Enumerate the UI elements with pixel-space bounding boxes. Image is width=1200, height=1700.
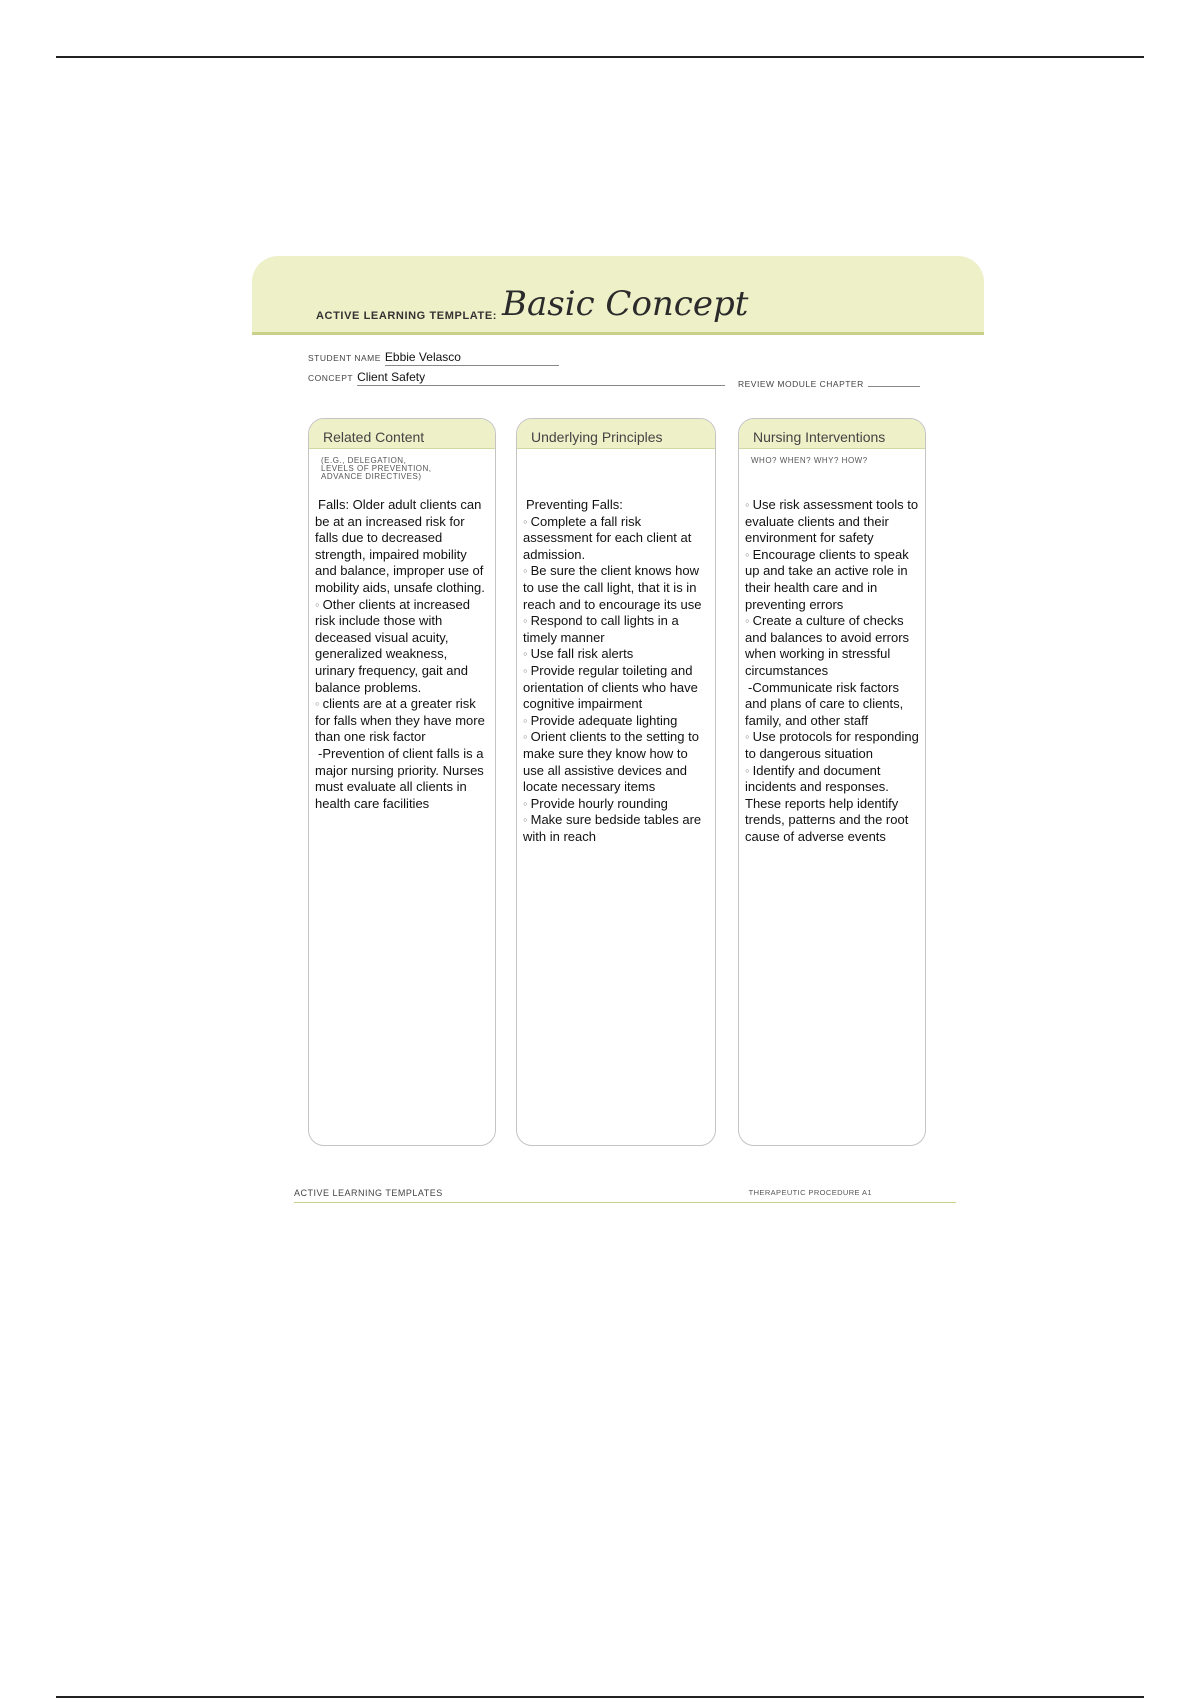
review-module-field xyxy=(738,376,920,390)
concept-label: CONCEPT xyxy=(308,373,354,383)
panel-nursing-interventions xyxy=(738,418,926,1146)
panel-title: Nursing Interventions xyxy=(739,419,925,449)
concept-field xyxy=(308,370,725,386)
template-title: Basic Concept xyxy=(502,284,749,324)
content-line: ◦ Be sure the client knows how to use the call light, that it is in reach and to encourage its use xyxy=(523,563,702,612)
panel-subtitle xyxy=(751,457,868,465)
panel-body xyxy=(745,497,919,845)
student-name-field xyxy=(308,350,559,366)
content-line: ◦ Provide hourly rounding xyxy=(523,795,668,811)
panel-body xyxy=(315,497,489,812)
content-line: ◦ Complete a fall risk assessment for each client at admission. xyxy=(523,513,692,562)
concept-value: Client Safety xyxy=(357,370,725,386)
footer-right-text: THERAPEUTIC PROCEDURE A1 xyxy=(748,1188,872,1197)
content-line: ◦ Use risk assessment tools to evaluate clients and their environment for safety xyxy=(745,497,919,546)
content-line: ◦ clients are at a greater risk for falls when they have more than one risk factor xyxy=(315,696,485,745)
student-name-value: Ebbie Velasco xyxy=(385,350,559,366)
top-rule xyxy=(56,56,1144,58)
review-module-value xyxy=(868,385,920,387)
content-line: ◦ Identify and document incidents and responses. These reports help identify trends, patterns and the root cause of adverse events xyxy=(745,762,909,844)
learning-template-sheet xyxy=(252,256,984,1200)
panel-subtitle-line: WHO? WHEN? WHY? HOW? xyxy=(751,456,868,465)
content-line: ◦ Create a culture of checks and balances to avoid errors when working in stressful circumstances xyxy=(745,613,910,678)
content-line: -Prevention of client falls is a major nursing priority. Nurses must evaluate all clients in health care facilities xyxy=(315,745,484,811)
footer-left-text: ACTIVE LEARNING TEMPLATES xyxy=(294,1188,443,1198)
content-line: ◦ Other clients at increased risk include those with deceased visual acuity, generalized weakness, urinary frequency, gait and balance problems. xyxy=(315,596,471,695)
content-line: ◦ Use fall risk alerts xyxy=(523,646,634,662)
footer-rule xyxy=(294,1202,956,1203)
content-line: ◦ Encourage clients to speak up and take an active role in their health care and in preventing errors xyxy=(745,546,909,612)
content-line: ◦ Orient clients to the setting to make sure they know how to use all assistive devices and locate necessary items xyxy=(523,729,699,795)
panel-body xyxy=(523,497,709,845)
review-module-label: REVIEW MODULE CHAPTER xyxy=(738,379,864,389)
content-line: ◦ Make sure bedside tables are with in reach xyxy=(523,812,702,844)
template-prefix: ACTIVE LEARNING TEMPLATE: xyxy=(316,310,498,322)
panel-title: Related Content xyxy=(309,419,495,449)
content-line: ◦ Provide regular toileting and orientation of clients who have cognitive impairment xyxy=(523,662,698,712)
content-line: -Communicate risk factors and plans of care to clients, family, and other staff xyxy=(745,679,904,728)
student-name-label: STUDENT NAME xyxy=(308,353,381,363)
panel-related-content xyxy=(308,418,496,1146)
panel-subtitle-line: (E.G., DELEGATION, xyxy=(321,456,407,465)
panel-subtitle-line: LEVELS OF PREVENTION, xyxy=(321,464,432,473)
panel-title: Underlying Principles xyxy=(517,419,715,449)
content-line: ◦ Provide adequate lighting xyxy=(523,712,678,728)
content-line: ◦ Use protocols for responding to dangerous situation xyxy=(745,729,919,761)
template-banner xyxy=(252,256,984,335)
panel-subtitle xyxy=(321,457,432,481)
content-line: Preventing Falls: xyxy=(526,497,623,512)
content-line: ◦ Respond to call lights in a timely manner xyxy=(523,613,679,645)
panel-subtitle-line: ADVANCE DIRECTIVES) xyxy=(321,472,422,481)
content-line: Falls: Older adult clients can be at an increased risk for falls due to decreased strength, impaired mobility and balance, improper use of mobility aids, unsafe clothing. xyxy=(315,497,485,595)
bottom-rule xyxy=(56,1696,1144,1698)
panel-underlying-principles xyxy=(516,418,716,1146)
